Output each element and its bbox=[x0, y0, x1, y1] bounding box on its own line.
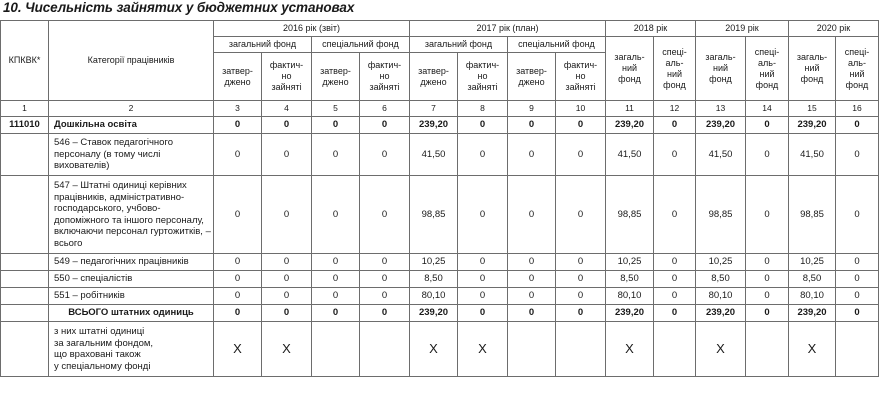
value-cell: 0 bbox=[214, 176, 262, 254]
kpkvk-cell bbox=[1, 134, 49, 176]
value-cell: 239,20 bbox=[410, 117, 458, 134]
value-cell: 0 bbox=[836, 271, 879, 288]
value-cell: 0 bbox=[746, 117, 789, 134]
kpkvk-cell bbox=[1, 322, 49, 377]
value-cell: 0 bbox=[654, 305, 696, 322]
page-title: 10. Чисельність зайнятих у бюджетних установах bbox=[3, 0, 355, 15]
value-cell bbox=[312, 322, 360, 377]
column-number: 8 bbox=[458, 101, 508, 117]
value-cell bbox=[556, 322, 606, 377]
value-cell: 0 bbox=[458, 176, 508, 254]
category-label: Дошкільна освіта bbox=[49, 117, 214, 134]
value-cell: 239,20 bbox=[410, 305, 458, 322]
header-2020: 2020 рік bbox=[789, 21, 879, 37]
value-cell: 0 bbox=[262, 176, 312, 254]
value-cell: 98,85 bbox=[410, 176, 458, 254]
value-cell: 0 bbox=[556, 117, 606, 134]
value-cell: 0 bbox=[360, 254, 410, 271]
value-cell: 0 bbox=[214, 117, 262, 134]
category-label: 546 – Ставок педагогічного персоналу (в тому числі вихователів) bbox=[49, 134, 214, 176]
header-2018-general: загаль- ний фонд bbox=[606, 37, 654, 101]
value-cell: 0 bbox=[458, 117, 508, 134]
kpkvk-cell bbox=[1, 254, 49, 271]
value-cell: 239,20 bbox=[606, 305, 654, 322]
value-cell: 0 bbox=[654, 117, 696, 134]
table-row bbox=[1, 322, 879, 377]
value-cell: 8,50 bbox=[696, 271, 746, 288]
value-cell: 0 bbox=[458, 254, 508, 271]
value-cell: 0 bbox=[214, 254, 262, 271]
value-cell: 239,20 bbox=[696, 117, 746, 134]
value-cell: 0 bbox=[556, 271, 606, 288]
value-cell: Х bbox=[410, 322, 458, 377]
value-cell: 0 bbox=[746, 176, 789, 254]
value-cell: 0 bbox=[458, 305, 508, 322]
value-cell: 0 bbox=[556, 305, 606, 322]
value-cell: Х bbox=[214, 322, 262, 377]
value-cell: 80,10 bbox=[696, 288, 746, 305]
value-cell: 10,25 bbox=[696, 254, 746, 271]
value-cell: 0 bbox=[214, 271, 262, 288]
table-row bbox=[1, 305, 879, 322]
value-cell: 0 bbox=[262, 288, 312, 305]
header-2017-general: загальний фонд bbox=[410, 37, 508, 53]
column-number: 11 bbox=[606, 101, 654, 117]
value-cell: 41,50 bbox=[696, 134, 746, 176]
table-row bbox=[1, 254, 879, 271]
header-2016-general: загальний фонд bbox=[214, 37, 312, 53]
kpkvk-cell bbox=[1, 271, 49, 288]
header-category: Категорії працівників bbox=[49, 21, 214, 101]
header-2019-general: загаль- ний фонд bbox=[696, 37, 746, 101]
value-cell: 8,50 bbox=[789, 271, 836, 288]
value-cell: 0 bbox=[458, 134, 508, 176]
value-cell: 0 bbox=[312, 176, 360, 254]
value-cell: 0 bbox=[262, 271, 312, 288]
header-2017-special-actual: фактич- но зайняті bbox=[556, 53, 606, 101]
value-cell: 0 bbox=[214, 305, 262, 322]
kpkvk-cell: 111010 bbox=[1, 117, 49, 134]
value-cell: 0 bbox=[312, 271, 360, 288]
value-cell bbox=[836, 322, 879, 377]
value-cell: 0 bbox=[746, 288, 789, 305]
header-2017: 2017 рік (план) bbox=[410, 21, 606, 37]
header-2016-general-actual: фактич- но зайняті bbox=[262, 53, 312, 101]
value-cell: 0 bbox=[508, 288, 556, 305]
value-cell: Х bbox=[458, 322, 508, 377]
value-cell: 0 bbox=[556, 134, 606, 176]
value-cell: 0 bbox=[214, 134, 262, 176]
value-cell bbox=[654, 322, 696, 377]
header-2016-general-approved: затвер- джено bbox=[214, 53, 262, 101]
value-cell: 10,25 bbox=[789, 254, 836, 271]
value-cell: 10,25 bbox=[410, 254, 458, 271]
column-number: 16 bbox=[836, 101, 879, 117]
value-cell: 41,50 bbox=[789, 134, 836, 176]
column-number: 3 bbox=[214, 101, 262, 117]
header-2016: 2016 рік (звіт) bbox=[214, 21, 410, 37]
value-cell: 0 bbox=[508, 271, 556, 288]
table-row bbox=[1, 134, 879, 176]
column-number: 9 bbox=[508, 101, 556, 117]
value-cell: 0 bbox=[508, 176, 556, 254]
value-cell: 239,20 bbox=[606, 117, 654, 134]
value-cell: 0 bbox=[312, 305, 360, 322]
value-cell: 0 bbox=[746, 134, 789, 176]
value-cell: 0 bbox=[360, 271, 410, 288]
header-2019-special: спеці- аль- ний фонд bbox=[746, 37, 789, 101]
value-cell: 0 bbox=[746, 271, 789, 288]
value-cell: 10,25 bbox=[606, 254, 654, 271]
value-cell: Х bbox=[606, 322, 654, 377]
column-number: 10 bbox=[556, 101, 606, 117]
table-row bbox=[1, 117, 879, 134]
kpkvk-cell bbox=[1, 288, 49, 305]
value-cell: 239,20 bbox=[789, 305, 836, 322]
category-label: ВСЬОГО штатних одиниць bbox=[49, 305, 214, 322]
value-cell: 0 bbox=[262, 134, 312, 176]
value-cell: 80,10 bbox=[410, 288, 458, 305]
employment-table bbox=[0, 20, 879, 377]
value-cell bbox=[360, 322, 410, 377]
value-cell: 0 bbox=[360, 305, 410, 322]
value-cell: 0 bbox=[836, 117, 879, 134]
value-cell: 0 bbox=[654, 176, 696, 254]
column-number: 7 bbox=[410, 101, 458, 117]
header-2018-special: спеці- аль- ний фонд bbox=[654, 37, 696, 101]
column-numbers-row bbox=[1, 101, 879, 117]
value-cell: 0 bbox=[508, 305, 556, 322]
value-cell: 41,50 bbox=[606, 134, 654, 176]
value-cell: 98,85 bbox=[696, 176, 746, 254]
value-cell: 0 bbox=[746, 254, 789, 271]
value-cell: 0 bbox=[458, 288, 508, 305]
kpkvk-cell bbox=[1, 305, 49, 322]
value-cell: 0 bbox=[312, 254, 360, 271]
value-cell: 41,50 bbox=[410, 134, 458, 176]
value-cell: 0 bbox=[556, 288, 606, 305]
header-2017-general-approved: затвер- джено bbox=[410, 53, 458, 101]
value-cell: 0 bbox=[360, 117, 410, 134]
value-cell: 239,20 bbox=[696, 305, 746, 322]
value-cell: 0 bbox=[312, 134, 360, 176]
value-cell: 98,85 bbox=[606, 176, 654, 254]
value-cell: 0 bbox=[836, 288, 879, 305]
value-cell: 0 bbox=[360, 134, 410, 176]
header-2016-special-actual: фактич- но зайняті bbox=[360, 53, 410, 101]
table-row bbox=[1, 271, 879, 288]
table-row bbox=[1, 288, 879, 305]
header-2016-special: спеціальний фонд bbox=[312, 37, 410, 53]
value-cell: 0 bbox=[508, 254, 556, 271]
value-cell: 0 bbox=[508, 134, 556, 176]
value-cell: 0 bbox=[654, 254, 696, 271]
value-cell: 0 bbox=[262, 305, 312, 322]
value-cell: 0 bbox=[360, 288, 410, 305]
column-number: 1 bbox=[1, 101, 49, 117]
column-number: 12 bbox=[654, 101, 696, 117]
value-cell: 0 bbox=[312, 288, 360, 305]
header-2017-special-approved: затвер- джено bbox=[508, 53, 556, 101]
value-cell: 0 bbox=[312, 117, 360, 134]
header-2016-special-approved: затвер- джено bbox=[312, 53, 360, 101]
value-cell: Х bbox=[262, 322, 312, 377]
value-cell: 0 bbox=[746, 305, 789, 322]
value-cell: 0 bbox=[262, 254, 312, 271]
value-cell: 0 bbox=[214, 288, 262, 305]
category-label: 551 – робітників bbox=[49, 288, 214, 305]
value-cell: 0 bbox=[262, 117, 312, 134]
column-number: 2 bbox=[49, 101, 214, 117]
value-cell: 0 bbox=[508, 117, 556, 134]
value-cell: 98,85 bbox=[789, 176, 836, 254]
value-cell: Х bbox=[696, 322, 746, 377]
value-cell: 0 bbox=[556, 254, 606, 271]
category-label: з них штатні одиниці за загальним фондом, що враховані також у спеціальному фонді bbox=[49, 322, 214, 377]
header-kpkvk: КПКВК* bbox=[1, 21, 49, 101]
header-2017-general-actual: фактич- но зайняті bbox=[458, 53, 508, 101]
header-2019: 2019 рік bbox=[696, 21, 789, 37]
header-2020-general: загаль- ний фонд bbox=[789, 37, 836, 101]
column-number: 13 bbox=[696, 101, 746, 117]
value-cell: 80,10 bbox=[789, 288, 836, 305]
category-label: 550 – спеціалістів bbox=[49, 271, 214, 288]
header-2020-special: спеці- аль- ний фонд bbox=[836, 37, 879, 101]
header-2017-special: спеціальний фонд bbox=[508, 37, 606, 53]
value-cell: 0 bbox=[836, 176, 879, 254]
column-number: 4 bbox=[262, 101, 312, 117]
category-label: 547 – Штатні одиниці керівних працівників, адміністративно-господарського, учбово-допоміжного та іншого персоналу, включаючи персонал гуртожитків, – всього bbox=[49, 176, 214, 254]
column-number: 5 bbox=[312, 101, 360, 117]
category-label: 549 – педагогічних працівників bbox=[49, 254, 214, 271]
column-number: 14 bbox=[746, 101, 789, 117]
value-cell bbox=[508, 322, 556, 377]
column-number: 6 bbox=[360, 101, 410, 117]
value-cell: 0 bbox=[556, 176, 606, 254]
value-cell: 0 bbox=[360, 176, 410, 254]
value-cell: 0 bbox=[654, 134, 696, 176]
header-2018: 2018 рік bbox=[606, 21, 696, 37]
value-cell: 0 bbox=[458, 271, 508, 288]
value-cell: 80,10 bbox=[606, 288, 654, 305]
value-cell: Х bbox=[789, 322, 836, 377]
value-cell: 8,50 bbox=[410, 271, 458, 288]
kpkvk-cell bbox=[1, 176, 49, 254]
value-cell: 239,20 bbox=[789, 117, 836, 134]
value-cell: 8,50 bbox=[606, 271, 654, 288]
value-cell: 0 bbox=[654, 271, 696, 288]
table-row bbox=[1, 176, 879, 254]
value-cell: 0 bbox=[654, 288, 696, 305]
value-cell bbox=[746, 322, 789, 377]
value-cell: 0 bbox=[836, 305, 879, 322]
value-cell: 0 bbox=[836, 254, 879, 271]
value-cell: 0 bbox=[836, 134, 879, 176]
column-number: 15 bbox=[789, 101, 836, 117]
